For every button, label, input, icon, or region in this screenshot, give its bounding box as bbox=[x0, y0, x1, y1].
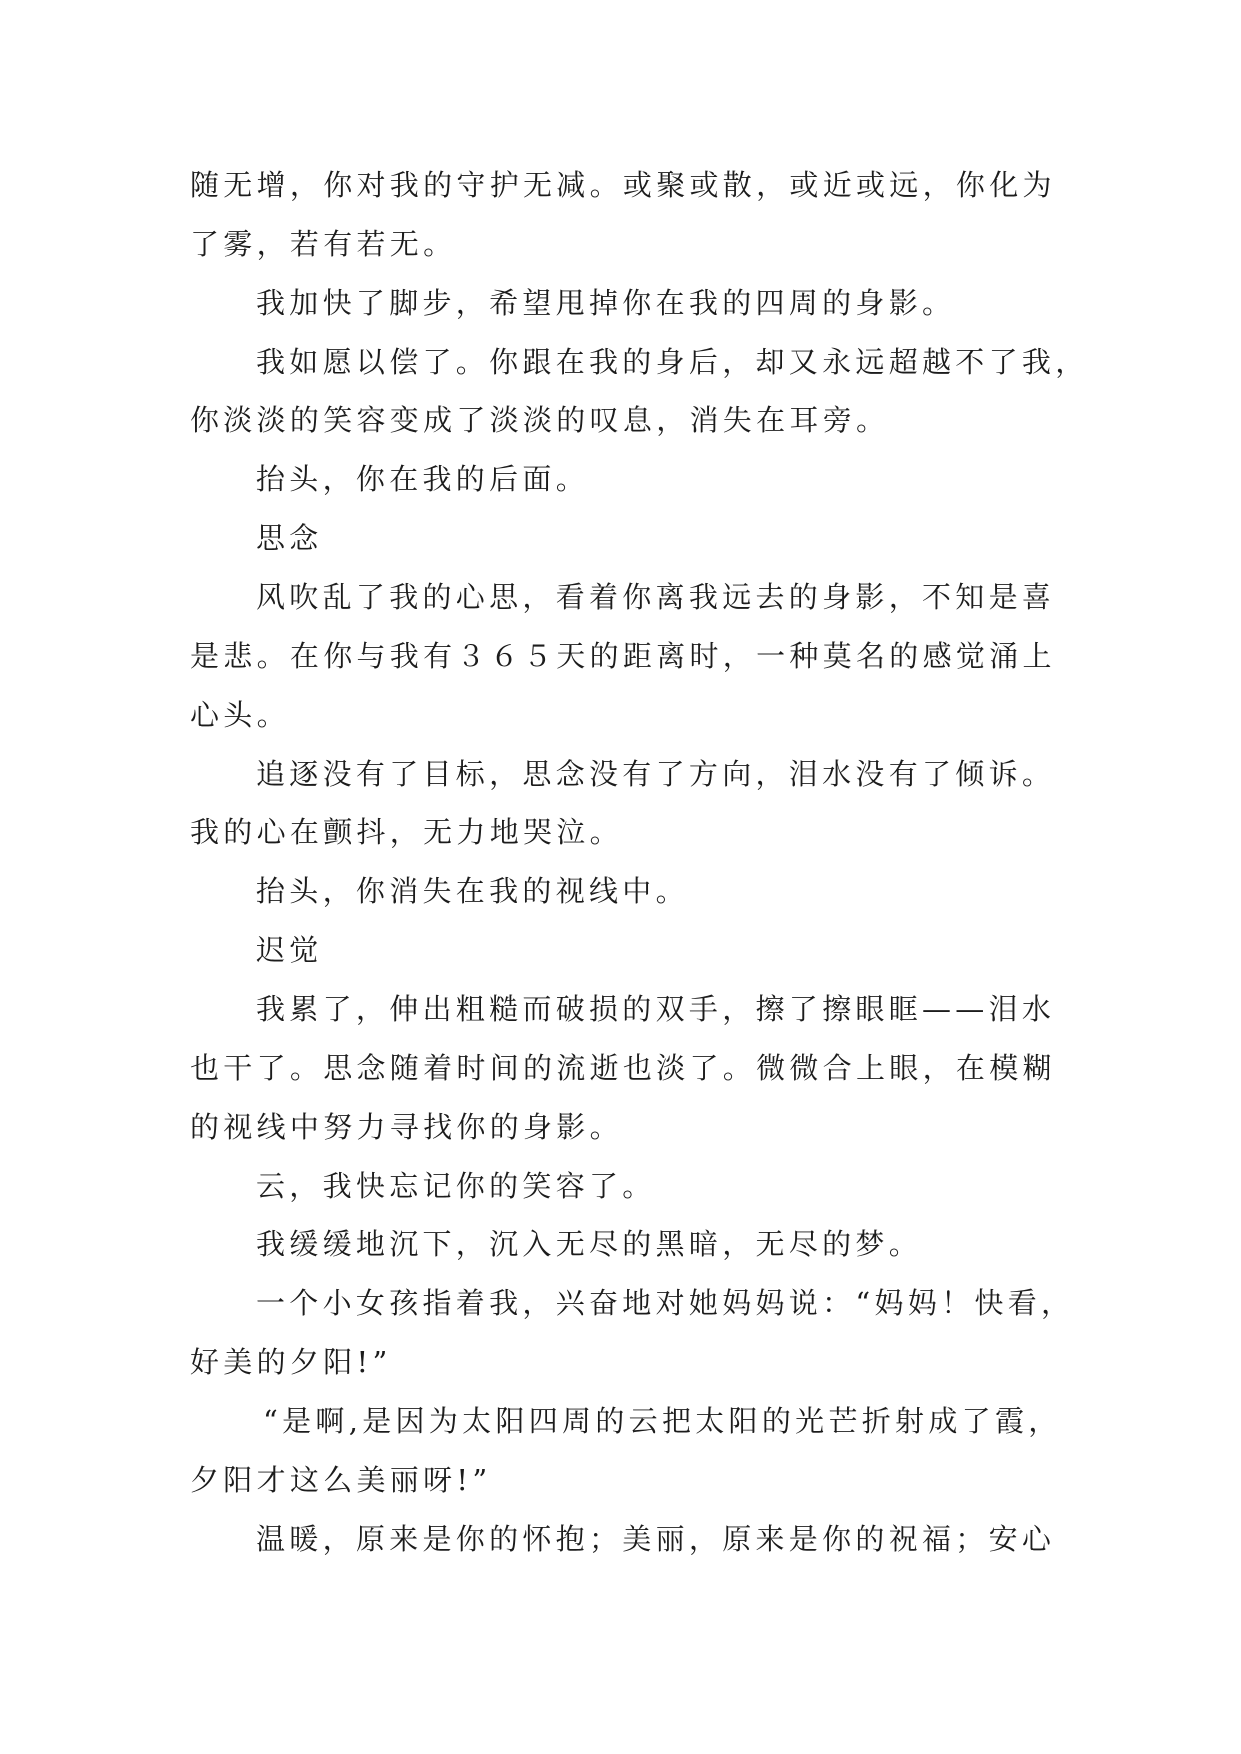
text-line: 我的心在颤抖，无力地哭泣。 bbox=[190, 815, 623, 849]
paragraph-line: 一个小女孩指着我，兴奋地对她妈妈说：“妈妈！快看， bbox=[256, 1286, 1075, 1320]
paragraph-line: 我加快了脚步，希望甩掉你在我的四周的身影。 bbox=[256, 286, 956, 320]
text-line: 好美的夕阳!” bbox=[190, 1345, 392, 1379]
paragraph-line: 温暖，原来是你的怀抱；美丽，原来是你的祝福；安心 bbox=[256, 1522, 1056, 1556]
paragraph-line: 我如愿以偿了。你跟在我的身后，却又永远超越不了我， bbox=[256, 345, 1089, 379]
section-heading: 迟觉 bbox=[256, 933, 323, 967]
paragraph-line: 抬头，你消失在我的视线中。 bbox=[256, 874, 689, 908]
paragraph-line: 云，我快忘记你的笑容了。 bbox=[256, 1169, 656, 1203]
text-line: 心头。 bbox=[190, 698, 290, 732]
paragraph-line: 我缓缓地沉下，沉入无尽的黑暗，无尽的梦。 bbox=[256, 1227, 923, 1261]
paragraph-line: 我累了，伸出粗糙而破损的双手，擦了擦眼眶——泪水 bbox=[256, 992, 1056, 1026]
paragraph-line: “是啊,是因为太阳四周的云把太阳的光芒折射成了霞， bbox=[263, 1404, 1062, 1438]
text-line: 是悲。在你与我有３６５天的距离时，一种莫名的感觉涌上 bbox=[190, 639, 1056, 673]
paragraph-line: 追逐没有了目标，思念没有了方向，泪水没有了倾诉。 bbox=[256, 757, 1056, 791]
section-heading: 思念 bbox=[256, 521, 323, 555]
paragraph-line: 抬头，你在我的后面。 bbox=[256, 462, 590, 496]
paragraph-line: 风吹乱了我的心思，看着你离我远去的身影，不知是喜 bbox=[256, 580, 1056, 614]
text-line: 你淡淡的笑容变成了淡淡的叹息，消失在耳旁。 bbox=[190, 403, 890, 437]
text-line: 随无增，你对我的守护无减。或聚或散，或近或远，你化为 bbox=[190, 168, 1056, 202]
text-line: 了雾，若有若无。 bbox=[190, 227, 457, 261]
text-line: 也干了。思念随着时间的流逝也淡了。微微合上眼，在模糊 bbox=[190, 1051, 1056, 1085]
text-line: 夕阳才这么美丽呀!” bbox=[190, 1463, 492, 1497]
text-line: 的视线中努力寻找你的身影。 bbox=[190, 1110, 623, 1144]
